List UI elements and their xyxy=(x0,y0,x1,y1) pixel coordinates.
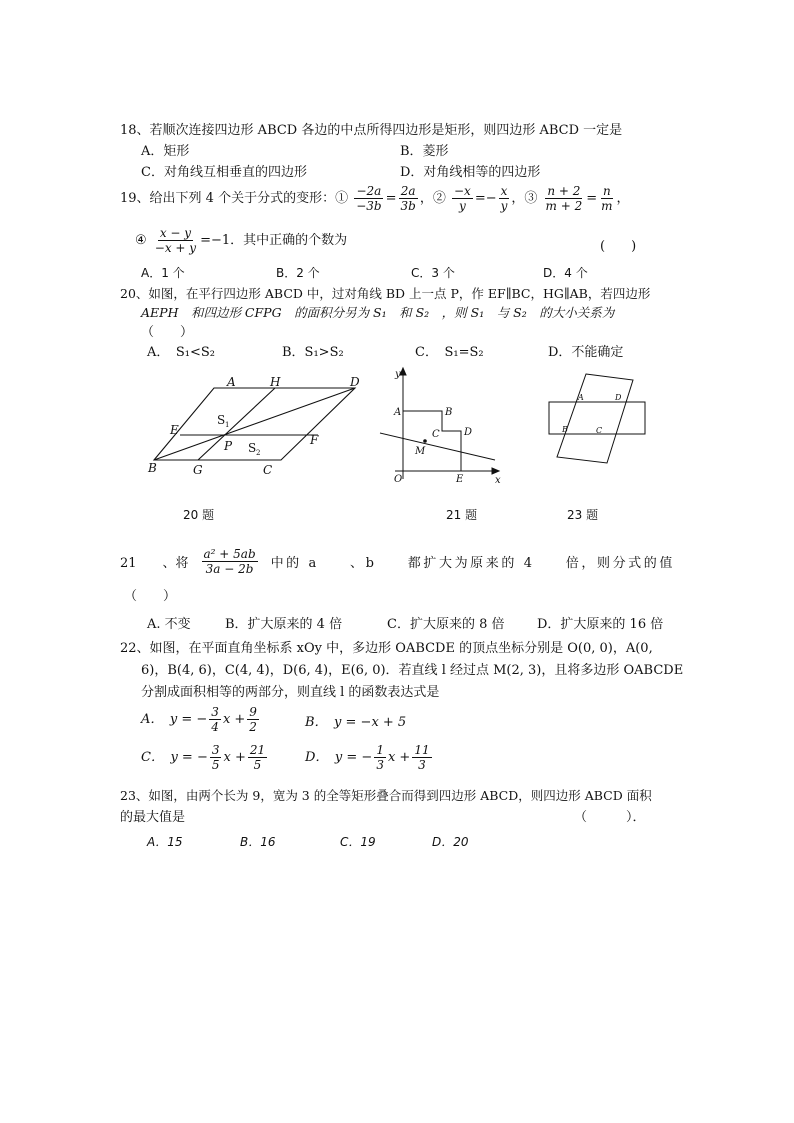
q18-stem: 18、若顺次连接四边形 ABCD 各边的中点所得四边形是矩形，则四边形 ABCD 一定是 xyxy=(120,123,623,138)
q18-option-b: B．菱形 xyxy=(400,144,449,159)
label-d: D xyxy=(615,393,622,402)
q21-post: 中的 a 、b 都扩大为原来的 4 倍，则分式的值 xyxy=(270,556,675,571)
point-m xyxy=(423,439,427,443)
q18-option-d: D．对角线相等的四边形 xyxy=(400,165,541,180)
q19-option-c: C．3 个 xyxy=(411,266,455,280)
figure-21-caption: 21 题 xyxy=(446,508,478,522)
q22-d-slope: $\frac{1}{3}$ xyxy=(376,743,384,772)
q21-fraction: $\frac{\text{a² + 5ab}}{3a - 2b}$ xyxy=(203,547,256,576)
q20-answer-paren: （ ） xyxy=(141,325,194,340)
label-a: A xyxy=(227,375,236,389)
q22-c-slope: $\frac{3}{5}$ xyxy=(211,743,220,772)
q22-d-intercept: $\frac{11}{3}$ xyxy=(414,743,430,772)
figure-23-overlapping-rectangles xyxy=(540,368,650,468)
q23-option-a: A．15 xyxy=(147,835,183,849)
q22-option-a: A． y = − $\frac{3}{4}$ x + $\frac{9}{2}$ xyxy=(141,705,257,734)
q19-option-d: D．4 个 xyxy=(543,266,588,280)
label-s2: S xyxy=(248,441,257,455)
q18-option-a: A．矩形 xyxy=(141,144,190,159)
figure-21-coordinate-plane xyxy=(375,365,510,490)
q22-line2: 6)，B(4, 6)，C(4, 4)，D(6, 4)，E(6, 0)．若直线 l 经过点 M(2, 3)，且将多边形 OABCDE xyxy=(141,663,684,678)
label-d: D xyxy=(464,427,473,438)
q19-line2: ④ $\frac{x - y}{-x + y}$ =−1．其中正确的个数为 xyxy=(135,226,348,255)
label-c: C xyxy=(263,463,273,477)
label-g: G xyxy=(193,463,203,477)
q20-option-d: D．不能确定 xyxy=(548,345,624,360)
label-y: y xyxy=(395,369,401,380)
q19-fraction-2-left: $\frac{-x}{y}$ xyxy=(453,184,471,213)
q21-pre: 21 、将 xyxy=(120,556,189,571)
q19-fraction-3-right: $\frac{n}{m}$ xyxy=(601,184,613,213)
q22-a-intercept: $\frac{9}{2}$ xyxy=(249,705,257,734)
segment-hg xyxy=(198,388,275,460)
label-c: C xyxy=(432,429,440,440)
figure-23-caption: 23 题 xyxy=(567,508,599,522)
q19-fraction-3-left: $\frac{n + 2}{m + 2}$ xyxy=(545,184,583,213)
q21-option-c: C．扩大原来的 8 倍 xyxy=(387,617,505,632)
q22-c-intercept: $\frac{21}{5}$ xyxy=(249,743,266,772)
q20-option-b: B．S₁>S₂ xyxy=(282,345,344,360)
tilted-rectangle xyxy=(557,374,633,463)
label-e: E xyxy=(456,474,464,485)
label-c: C xyxy=(596,426,603,435)
label-a: A xyxy=(394,407,402,418)
q21-option-b: B．扩大原来的 4 倍 xyxy=(225,617,343,632)
label-b: B xyxy=(148,461,157,475)
label-m: M xyxy=(415,446,426,457)
y-axis-arrow xyxy=(400,368,406,375)
label-h: H xyxy=(270,375,281,389)
label-s1-sub: 1 xyxy=(225,421,230,429)
label-e: E xyxy=(170,423,179,437)
label-s2-sub: 2 xyxy=(256,449,261,457)
q21-answer-paren: （ ） xyxy=(124,589,177,604)
q23-option-b: B．16 xyxy=(240,835,276,849)
label-o: O xyxy=(394,474,403,485)
q19-fraction-1-left: $\frac{-2a}{-3b}$ xyxy=(356,184,382,213)
q19-answer-paren: ( ) xyxy=(600,239,637,254)
label-d: D xyxy=(350,375,360,389)
q23-line2: 的最大值是 xyxy=(120,810,186,825)
q22-option-b: B． y = −x + 5 xyxy=(305,715,407,730)
q20-line1: 20、如图，在平行四边形 ABCD 中，过对角线 BD 上一点 P，作 EF∥BC，HG∥AB，若四边形 xyxy=(120,286,651,301)
q22-line3: 分割成面积相等的两部分，则直线 l 的函数表达式是 xyxy=(141,685,440,700)
q21-option-a: A. 不变 xyxy=(147,617,191,632)
label-b: B xyxy=(445,407,453,418)
q22-line1: 22、如图，在平面直角坐标系 xOy 中，多边形 OABCDE 的顶点坐标分别是 O(0, 0)，A(0, xyxy=(120,641,653,656)
q19-fraction-1-right: $\frac{2a}{3b}$ xyxy=(400,184,416,213)
polygon-oabcde xyxy=(403,411,461,471)
label-x: x xyxy=(495,475,501,486)
q19-line1: 19、给出下列 4 个关于分式的变形：① $\frac{-2a}{-3b}$ = $\frac{2a}{3b}$ ，② $\frac{-x}{y}$ =− $\frac{x}{y}$ ，③ $\frac{n + 2}{m + 2}$ = $\frac{n}{m}$ ， xyxy=(120,184,630,213)
q18-option-c: C．对角线互相垂直的四边形 xyxy=(141,165,307,180)
q20-option-a: A． S₁<S₂ xyxy=(147,345,216,360)
label-s1: S xyxy=(217,413,226,427)
q22-a-slope: $\frac{3}{4}$ xyxy=(211,705,219,734)
q20-line2: AEPH 和四边形 CFPG 的面积分另为 S₁ 和 S₂ ，则 S₁ 与 S₂ 的大小关系为 xyxy=(141,305,615,320)
label-b: B xyxy=(562,425,568,434)
q19-option-b: B．2 个 xyxy=(276,266,320,280)
q19-stem: 19、给出下列 4 个关于分式的变形：① xyxy=(120,191,349,206)
figure-20-parallelogram xyxy=(140,372,370,482)
q23-answer-paren: （ ）． xyxy=(574,810,646,825)
q19-option-a: A．1 个 xyxy=(141,266,185,280)
q19-fraction-4: $\frac{x - y}{-x + y}$ xyxy=(154,226,197,255)
q21-option-d: D．扩大原来的 16 倍 xyxy=(537,617,664,632)
q19-fraction-2-right: $\frac{x}{y}$ xyxy=(500,184,508,213)
label-f: F xyxy=(310,433,319,447)
q23-line1: 23、如图，由两个长为 9，宽为 3 的全等矩形叠合而得到四边形 ABCD，则四边形 ABCD 面积 xyxy=(120,788,652,803)
q21-stem xyxy=(120,547,675,576)
label-p: P xyxy=(224,439,233,453)
q23-option-c: C．19 xyxy=(340,835,376,849)
x-axis-arrow xyxy=(492,468,499,474)
figure-20-caption: 20 题 xyxy=(183,508,215,522)
q23-option-d: D．20 xyxy=(432,835,469,849)
q22-option-c: C． y = − $\frac{3}{5}$ x + $\frac{21}{5}$ xyxy=(141,743,266,772)
q20-option-c: C． S₁=S₂ xyxy=(415,345,484,360)
label-a: A xyxy=(578,393,584,402)
q22-option-d: D． y = − $\frac{1}{3}$ x + $\frac{11}{3}$ xyxy=(305,743,430,772)
